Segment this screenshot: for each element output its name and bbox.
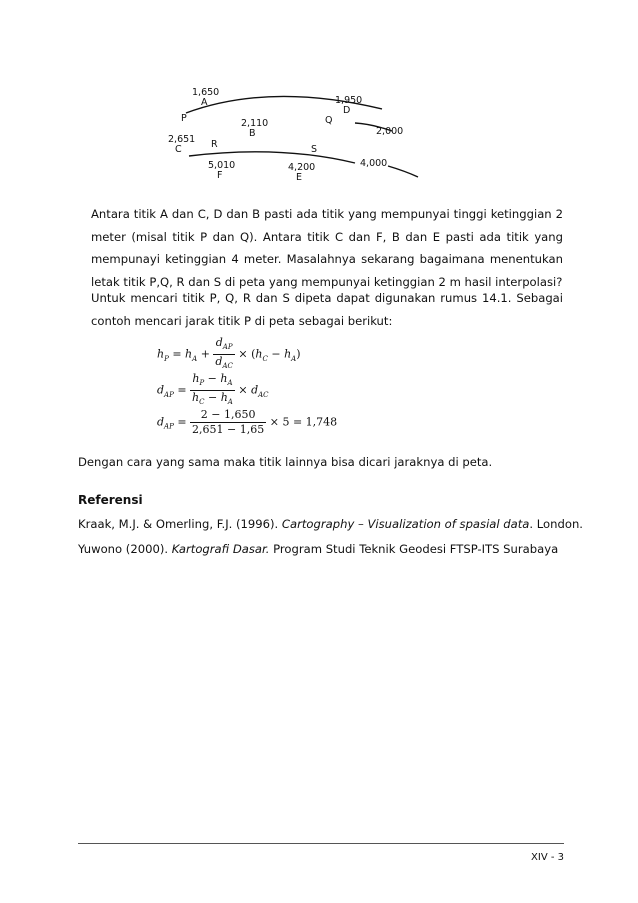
label-r: R	[211, 139, 218, 150]
contour-line-lower-right	[388, 166, 418, 177]
contour-diagram	[0, 0, 638, 200]
label-contour-4000: 4,000	[360, 158, 388, 169]
label-p: P	[181, 113, 187, 124]
label-e-value: 4,200	[288, 162, 316, 173]
label-c-name: C	[175, 144, 182, 155]
fraction-height-difference: $\frac{h_P - h_A}{h_C - h_A}$	[192, 372, 233, 407]
page-number: XIV - 3	[531, 852, 564, 863]
reference-kraak: Kraak, M.J. & Omerling, F.J. (1996). Cartography – Visualization of spasial data. London.	[78, 517, 583, 531]
label-f-name: F	[217, 170, 223, 181]
label-s: S	[311, 144, 318, 155]
reference-yuwono: Yuwono (2000). Kartografi Dasar. Program Studi Teknik Geodesi FTSP-ITS Surabaya	[78, 542, 559, 556]
fraction-dap-dac: $\frac{d_{AP}}{d_{AC}}$	[215, 336, 233, 371]
paragraph-formula-intro: Untuk mencari titik P, Q, R dan S dipeta dapat digunakan rumus 14.1. Sebagai contoh mencari jarak titik P di peta sebagai berikut:	[91, 291, 563, 328]
label-e-name: E	[296, 172, 303, 183]
fraction-numeric: $\frac{2 - 1,650}{2,651 - 1,65}$	[192, 408, 265, 436]
label-contour-2000: 2,000	[376, 126, 404, 137]
footer-divider	[78, 843, 564, 844]
paragraph-conclusion: Dengan cara yang sama maka titik lainnya bisa dicari jaraknya di peta.	[78, 455, 493, 469]
label-d-name: D	[343, 105, 351, 116]
label-f-value: 5,010	[208, 160, 236, 171]
label-a-name: A	[201, 97, 208, 108]
contour-lines	[0, 0, 638, 200]
references-heading: Referensi	[78, 493, 143, 507]
equation-distance-result: $d_{AP}$ = $\frac{2 - 1,650}{2,651 - 1,65}$ × 5 = 1,748	[157, 408, 338, 436]
label-q: Q	[325, 115, 333, 126]
label-b-name: B	[249, 128, 256, 139]
label-a-value: 1,650	[192, 87, 220, 98]
label-b-value: 2,110	[241, 118, 269, 129]
label-c-value: 2,651	[168, 134, 196, 145]
label-d-value: 1,950	[335, 95, 363, 106]
equation-height: $h_P = h_A$ + $\frac{d_{AP}}{d_{AC}}$ × $(h_C - h_A)$	[157, 336, 301, 373]
equation-distance: $d_{AP}$ = $\frac{h_P - h_A}{h_C - h_A}$ × $d_{AC}$	[157, 372, 269, 409]
paragraph-interpolation: Antara titik A dan C, D dan B pasti ada titik yang mempunyai tinggi ketinggian 2 meter (misal titik P dan Q). Antara titik C dan F, B dan E pasti ada titik yang mempunayi ketinggian 4 meter. Masalahnya sekarang bagaimana menentukan letak titik P,Q, R dan S di peta yang mempunyai ketinggian 2 m hasil interpolasi?	[91, 207, 563, 289]
